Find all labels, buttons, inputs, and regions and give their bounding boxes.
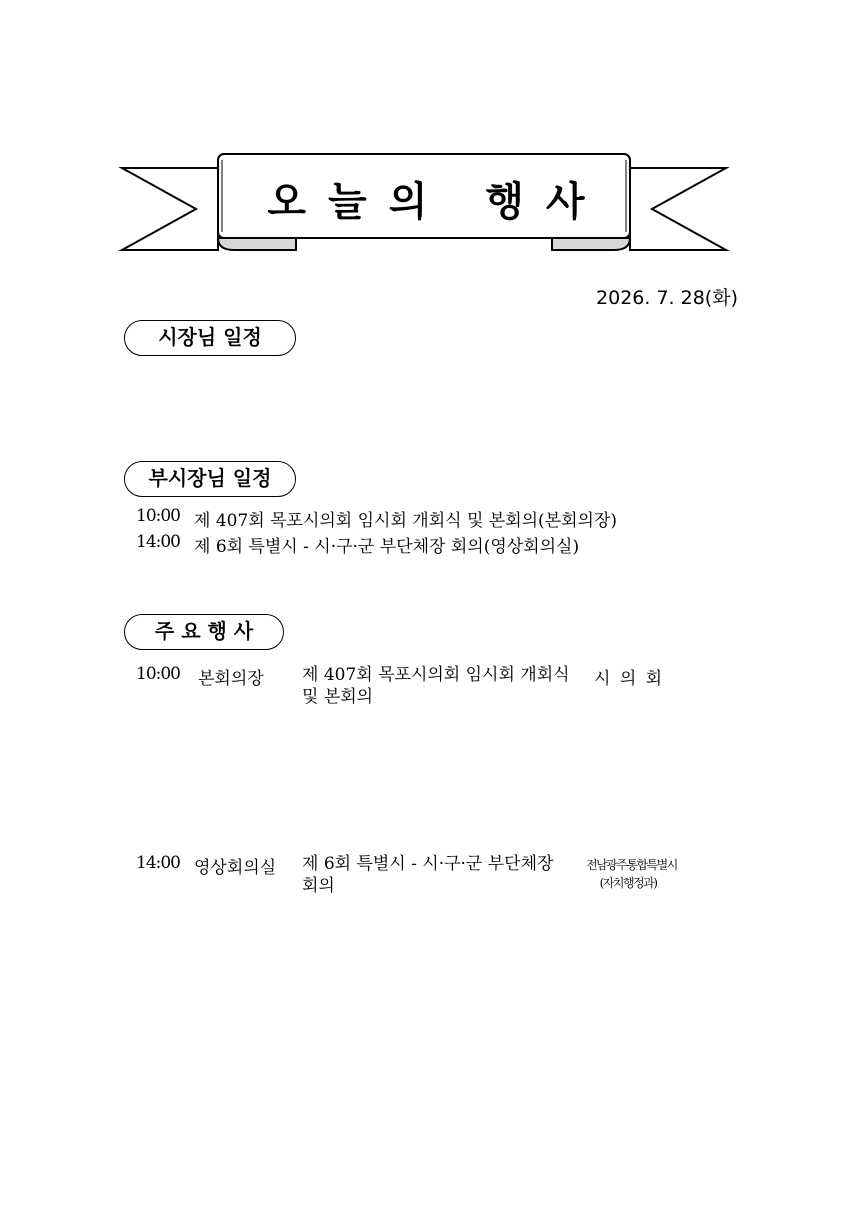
page-title: 오늘의 행사 bbox=[267, 179, 607, 225]
event-organizer: 전남광주통합특별시 bbox=[586, 858, 677, 872]
event-content: 제 6회 특별시 - 시·구·군 부단체장 회의 bbox=[302, 854, 554, 896]
vice-mayor-item-time: 14:00 bbox=[136, 532, 180, 552]
event-place: 영상회의실 bbox=[194, 858, 277, 878]
event-organizer-department: (자치행정과) bbox=[599, 876, 657, 890]
document-date: 2026. 7. 28(화) bbox=[596, 287, 738, 309]
vice-mayor-schedule-heading: 부시장님 일정 bbox=[124, 461, 296, 497]
event-time: 10:00 bbox=[136, 664, 180, 684]
mayor-schedule-heading: 시장님 일정 bbox=[124, 320, 296, 356]
event-place: 본회의장 bbox=[198, 669, 264, 689]
event-time: 14:00 bbox=[136, 853, 180, 873]
event-content: 제 407회 목포시의회 임시회 개회식 및 본회의 bbox=[302, 665, 570, 707]
vice-mayor-item-time: 10:00 bbox=[136, 506, 180, 526]
event-organizer: 시 의 회 bbox=[594, 669, 665, 689]
major-events-heading: 주 요 행 사 bbox=[124, 614, 284, 650]
vice-mayor-item-text: 제 407회 목포시의회 임시회 개회식 및 본회의(본회의장) bbox=[194, 511, 617, 531]
vice-mayor-item-text: 제 6회 특별시 - 시·구·군 부단체장 회의(영상회의실) bbox=[194, 537, 580, 557]
